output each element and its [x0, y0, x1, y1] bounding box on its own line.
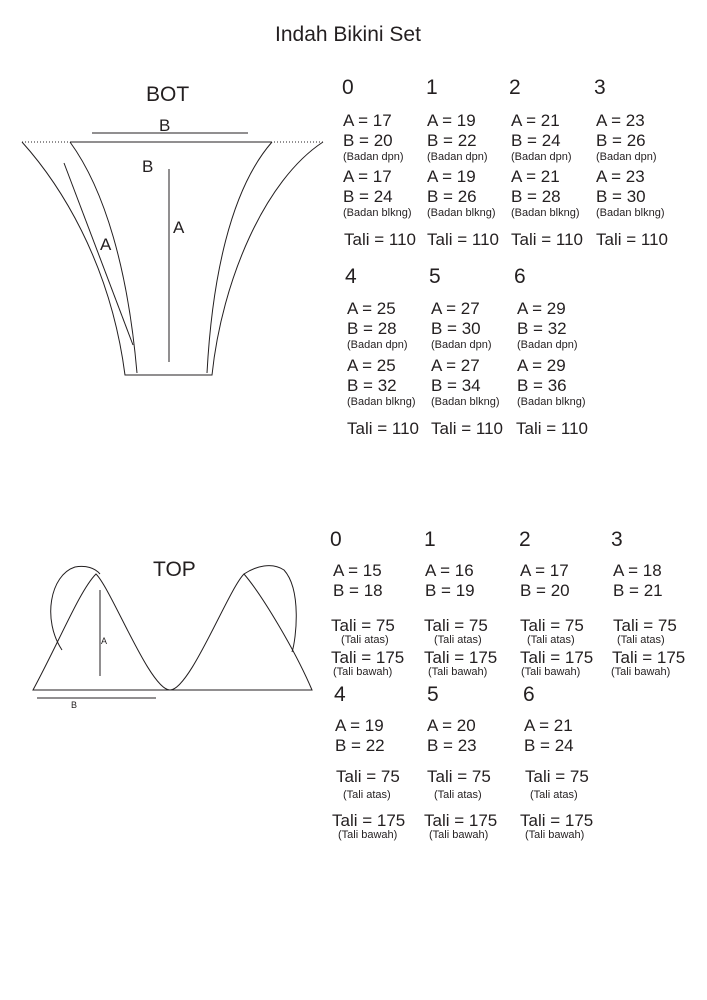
bot-tali-5: Tali = 110	[431, 419, 503, 438]
top-b-value: B = 21	[613, 581, 663, 600]
top-outline	[33, 574, 312, 690]
top-values-3	[613, 561, 663, 601]
top-b-label: B	[71, 700, 78, 710]
bot-b-top-label: B	[159, 116, 171, 135]
top-tali-bawah-0: Tali = 175	[331, 648, 405, 667]
top-tali-bawah-6: Tali = 175	[520, 811, 594, 830]
bot-section-label: BOT	[146, 83, 190, 106]
top-a-value: A = 18	[613, 561, 662, 580]
bot-a-value: A = 21	[511, 167, 560, 186]
top-tali-bawah-5: Tali = 175	[424, 811, 498, 830]
bot-size-3: 3	[594, 76, 606, 99]
bot-size-1: 1	[426, 76, 438, 99]
top-a-value: A = 17	[520, 561, 569, 580]
top-atas-note-2: (Tali atas)	[527, 634, 575, 646]
bot-tali-2: Tali = 110	[511, 230, 583, 249]
top-a-value: A = 21	[524, 716, 573, 735]
bot-a-value: A = 29	[517, 299, 566, 318]
top-size-1: 1	[424, 528, 436, 551]
top-bawah-note-3: (Tali bawah)	[611, 666, 671, 678]
top-tali-atas-4: Tali = 75	[336, 767, 400, 786]
top-values-0	[333, 561, 383, 601]
bot-a-value: A = 23	[596, 167, 645, 186]
bot-front-note: (Badan dpn)	[343, 151, 404, 163]
bot-front-note: (Badan dpn)	[347, 339, 408, 351]
top-values-1	[425, 561, 475, 601]
bot-back-note: (Badan blkng)	[347, 396, 416, 408]
bot-back-note: (Badan blkng)	[427, 207, 496, 219]
top-b-value: B = 22	[335, 736, 385, 755]
bot-tali-1: Tali = 110	[427, 230, 499, 249]
bot-back-note: (Badan blkng)	[511, 207, 580, 219]
top-tali-atas-5: Tali = 75	[427, 767, 491, 786]
bot-b-value: B = 36	[517, 376, 567, 395]
top-size-0: 0	[330, 528, 342, 551]
bot-b-value: B = 24	[511, 131, 561, 150]
top-left-strap	[51, 566, 100, 650]
top-bawah-note-2: (Tali bawah)	[521, 666, 581, 678]
top-values-5	[427, 716, 477, 756]
top-atas-note-4: (Tali atas)	[343, 789, 391, 801]
bot-size-6: 6	[514, 265, 526, 288]
bot-b-value: B = 24	[343, 187, 393, 206]
top-atas-note-0: (Tali atas)	[341, 634, 389, 646]
bot-b-value: B = 32	[347, 376, 397, 395]
bot-b-value: B = 20	[343, 131, 393, 150]
top-a-value: A = 20	[427, 716, 476, 735]
bot-b-value: B = 28	[511, 187, 561, 206]
top-a-value: A = 15	[333, 561, 382, 580]
bot-b-value: B = 30	[596, 187, 646, 206]
top-size-4: 4	[334, 683, 346, 706]
top-b-value: B = 20	[520, 581, 570, 600]
top-values-2	[520, 561, 570, 601]
top-bawah-note-0: (Tali bawah)	[333, 666, 393, 678]
bot-back-note: (Badan blkng)	[517, 396, 586, 408]
bot-a-value: A = 27	[431, 356, 480, 375]
bot-b-value: B = 28	[347, 319, 397, 338]
page-title: Indah Bikini Set	[275, 23, 421, 46]
bot-back-note: (Badan blkng)	[431, 396, 500, 408]
top-bawah-note-6: (Tali bawah)	[525, 829, 585, 841]
top-atas-note-3: (Tali atas)	[617, 634, 665, 646]
bot-back-note: (Badan blkng)	[596, 207, 665, 219]
top-atas-note-6: (Tali atas)	[530, 789, 578, 801]
bot-b-value: B = 26	[596, 131, 646, 150]
bot-a-value: A = 23	[596, 111, 645, 130]
top-b-value: B = 19	[425, 581, 475, 600]
bot-a-left-label: A	[100, 235, 112, 254]
bot-b-inner-label: B	[142, 157, 154, 176]
bot-b-value: B = 22	[427, 131, 477, 150]
bot-size-0: 0	[342, 76, 354, 99]
top-bawah-note-1: (Tali bawah)	[428, 666, 488, 678]
bot-front-note: (Badan dpn)	[511, 151, 572, 163]
top-b-value: B = 24	[524, 736, 574, 755]
top-section-label: TOP	[153, 558, 196, 581]
top-right-strap	[244, 566, 296, 652]
bot-a-center-label: A	[173, 218, 185, 237]
bot-front-note: (Badan dpn)	[596, 151, 657, 163]
top-a-value: A = 16	[425, 561, 474, 580]
bot-tali-4: Tali = 110	[347, 419, 419, 438]
bot-a-value: A = 21	[511, 111, 560, 130]
top-tali-atas-3: Tali = 75	[613, 616, 677, 635]
bot-a-value: A = 25	[347, 356, 396, 375]
bot-tali-3: Tali = 110	[596, 230, 668, 249]
top-bawah-note-5: (Tali bawah)	[429, 829, 489, 841]
bot-b-value: B = 30	[431, 319, 481, 338]
top-tali-bawah-4: Tali = 175	[332, 811, 406, 830]
top-values-6	[524, 716, 574, 756]
top-bawah-note-4: (Tali bawah)	[338, 829, 398, 841]
top-atas-note-5: (Tali atas)	[434, 789, 482, 801]
top-tali-atas-2: Tali = 75	[520, 616, 584, 635]
top-tali-bawah-3: Tali = 175	[612, 648, 686, 667]
bot-a-value: A = 17	[343, 167, 392, 186]
top-tali-atas-1: Tali = 75	[424, 616, 488, 635]
bot-front-note: (Badan dpn)	[517, 339, 578, 351]
top-b-value: B = 18	[333, 581, 383, 600]
bot-front-note: (Badan dpn)	[431, 339, 492, 351]
bot-size-5: 5	[429, 265, 441, 288]
bot-a-value: A = 29	[517, 356, 566, 375]
top-size-5: 5	[427, 683, 439, 706]
bot-b-value: B = 34	[431, 376, 481, 395]
bot-back-note: (Badan blkng)	[343, 207, 412, 219]
bot-size-2: 2	[509, 76, 521, 99]
top-b-value: B = 23	[427, 736, 477, 755]
bot-a-value: A = 19	[427, 167, 476, 186]
top-tali-bawah-2: Tali = 175	[520, 648, 594, 667]
bot-a-value: A = 17	[343, 111, 392, 130]
bot-a-value: A = 25	[347, 299, 396, 318]
top-atas-note-1: (Tali atas)	[434, 634, 482, 646]
top-size-3: 3	[611, 528, 623, 551]
bot-a-value: A = 27	[431, 299, 480, 318]
top-size-6: 6	[523, 683, 535, 706]
top-tali-bawah-1: Tali = 175	[424, 648, 498, 667]
top-tali-atas-6: Tali = 75	[525, 767, 589, 786]
bot-a-value: A = 19	[427, 111, 476, 130]
bot-tali-0: Tali = 110	[344, 230, 416, 249]
top-a-label: A	[101, 636, 108, 646]
bot-tali-6: Tali = 110	[516, 419, 588, 438]
top-values-4	[335, 716, 385, 756]
bot-size-4: 4	[345, 265, 357, 288]
bot-b-value: B = 26	[427, 187, 477, 206]
top-tali-atas-0: Tali = 75	[331, 616, 395, 635]
bot-front-note: (Badan dpn)	[427, 151, 488, 163]
top-a-value: A = 19	[335, 716, 384, 735]
bot-b-value: B = 32	[517, 319, 567, 338]
top-size-2: 2	[519, 528, 531, 551]
